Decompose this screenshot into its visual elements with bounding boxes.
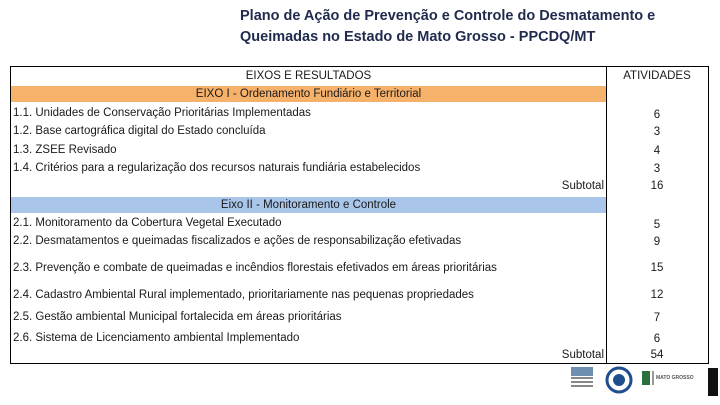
eixo1-subtotal-value: 16 <box>650 180 664 192</box>
header-atividades: ATIVIDADES <box>623 70 691 82</box>
title-line-2: Queimadas no Estado de Mato Grosso - PPCDQ/MT <box>240 29 596 45</box>
row-1-2-label: 1.2. Base cartográfica digital do Estado concluída <box>13 125 266 137</box>
mato-grosso-logo <box>642 365 708 393</box>
eixo1-subtotal-label: Subtotal <box>561 180 604 192</box>
eixo2-subtotal-value: 54 <box>650 349 664 361</box>
row-1-4-value: 3 <box>653 163 661 175</box>
row-1-1-value: 6 <box>653 109 661 121</box>
state-seal-icon <box>604 365 634 395</box>
row-2-4-label: 2.4. Cadastro Ambiental Rural implementado, prioritariamente nas pequenas propriedades <box>13 289 474 301</box>
row-2-5-label: 2.5. Gestão ambiental Municipal fortalecida em áreas prioritárias <box>13 311 342 323</box>
title-line-1: Plano de Ação de Prevenção e Controle do Desmatamento e <box>240 8 656 24</box>
eixo2-title: Eixo II - Monitoramento e Controle <box>220 199 397 211</box>
row-2-3-value: 15 <box>650 262 664 274</box>
row-2-6-value: 6 <box>653 333 661 345</box>
header-eixos: EIXOS E RESULTADOS <box>245 70 372 82</box>
row-1-3-value: 4 <box>653 145 661 157</box>
row-1-4-label: 1.4. Critérios para a regularização dos recursos naturais fundiária estabelecidos <box>13 162 421 174</box>
eixo1-title: EIXO I - Ordenamento Fundiário e Territorial <box>195 88 422 100</box>
row-2-4-value: 12 <box>650 289 664 301</box>
row-1-3-label: 1.3. ZSEE Revisado <box>13 144 117 156</box>
footer-logos <box>560 365 710 397</box>
mato-grosso-text: MATO GROSSO <box>656 375 694 381</box>
document-title <box>240 6 710 48</box>
row-2-6-label: 2.6. Sistema de Licenciamento ambiental Implementado <box>13 332 300 344</box>
sema-logo <box>568 365 596 393</box>
sema-emblem-icon <box>568 365 596 393</box>
edge-decoration <box>708 368 718 396</box>
row-1-1-label: 1.1. Unidades de Conservação Prioritárias Implementadas <box>13 107 311 119</box>
row-2-5-value: 7 <box>653 312 661 324</box>
row-1-2-value: 3 <box>653 126 661 138</box>
row-2-2-label: 2.2. Desmatamentos e queimadas fiscalizados e ações de responsabilização efetivadas <box>13 235 462 247</box>
seal-logo <box>604 365 636 393</box>
row-2-1-label: 2.1. Monitoramento da Cobertura Vegetal Executado <box>13 217 282 229</box>
row-2-3-label: 2.3. Prevenção e combate de queimadas e incêndios florestais efetivados em áreas prioritárias <box>13 262 497 274</box>
eixo2-subtotal-label: Subtotal <box>561 349 604 361</box>
row-2-2-value: 9 <box>653 236 661 248</box>
row-2-1-value: 5 <box>653 219 661 231</box>
activities-table <box>10 66 709 364</box>
